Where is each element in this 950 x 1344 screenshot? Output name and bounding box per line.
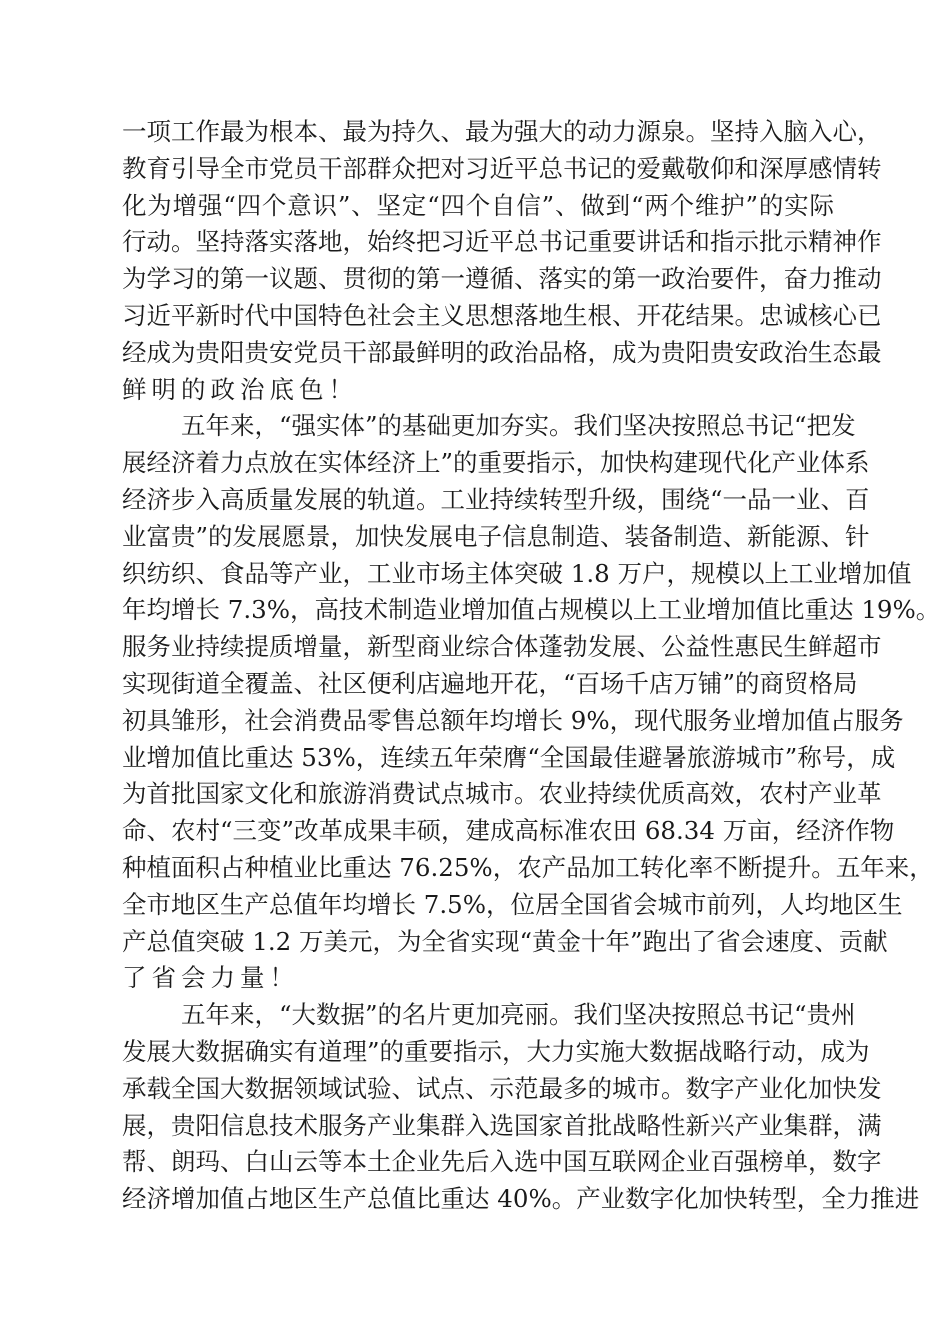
- text-line: 实现街道全覆盖、社区便利店遍地开花，“百场千店万铺”的商贸格局: [122, 668, 858, 698]
- text-line: 经济步入高质量发展的轨道。工业持续转型升级，围绕“一品一业、百: [122, 484, 870, 514]
- text-line: 业增加值比重达 53%，连续五年荣膺“全国最佳避暑旅游城市”称号，成: [122, 742, 896, 772]
- text-line: 年均增长 7.3%，高技术制造业增加值占规模以上工业增加值比重达 19%。: [122, 595, 941, 625]
- text-line: 为学习的第一议题、贯彻的第一遵循、落实的第一政治要件，奋力推动: [122, 264, 882, 294]
- text-line: 教育引导全市党员干部群众把对习近平总书记的爱戴敬仰和深厚感情转: [122, 153, 882, 183]
- text-line: 初具雏形，社会消费品零售总额年均增长 9%，现代服务业增加值占服务: [122, 705, 904, 735]
- text-line: 种植面积占种植业比重达 76.25%，农产品加工转化率不断提升。五年来，: [122, 852, 934, 882]
- text-line: 织纺织、食品等产业，工业市场主体突破 1.8 万户，规模以上工业增加值: [122, 558, 912, 588]
- text-line: 发展大数据确实有道理”的重要指示，大力实施大数据战略行动，成为: [122, 1036, 870, 1066]
- text-line: 五年来，“大数据”的名片更加亮丽。我们坚决按照总书记“贵州: [181, 1000, 856, 1030]
- text-line: 习近平新时代中国特色社会主义思想落地生根、开花结果。忠诚核心已: [122, 300, 882, 330]
- text-line: 业富贵”的发展愿景，加快发展电子信息制造、装备制造、新能源、针: [122, 521, 870, 551]
- text-line: 命、农村“三变”改革成果丰硕，建成高标准农田 68.34 万亩，经济作物: [122, 816, 895, 846]
- paragraph-loyalty: [122, 114, 882, 408]
- text-line: 产总值突破 1.2 万美元，为全省实现“黄金十年”跑出了省会速度、贡献: [122, 926, 888, 956]
- document-page: [122, 114, 941, 1218]
- text-line: 一项工作最为根本、最为持久、最为强大的动力源泉。坚持入脑入心，: [122, 117, 882, 146]
- text-line: 展，贵阳信息技术服务产业集群入选国家首批战略性新兴产业集群，满: [122, 1110, 882, 1140]
- paragraph-real-economy: [122, 408, 941, 997]
- text-line: 帮、朗玛、白山云等本土企业先后入选中国互联网企业百强榜单，数字: [122, 1147, 882, 1177]
- text-line: 承载全国大数据领域试验、试点、示范最多的城市。数字产业化加快发: [122, 1073, 882, 1103]
- text-line: 经济增加值占地区生产总值比重达 40%。产业数字化加快转型，全力推进: [122, 1184, 920, 1214]
- text-line: 化为增强“四个意识”、坚定“四个自信”、做到“两个维护”的实际: [122, 190, 834, 220]
- text-line: 鲜明的政治底色！: [122, 374, 358, 404]
- text-line: 行动。坚持落实落地，始终把习近平总书记重要讲话和指示批示精神作: [122, 227, 882, 257]
- text-line: 五年来，“强实体”的基础更加夯实。我们坚决按照总书记“把发: [181, 411, 856, 441]
- text-line: 展经济着力点放在实体经济上”的重要指示，加快构建现代化产业体系: [122, 448, 870, 478]
- text-line: 经成为贵阳贵安党员干部最鲜明的政治品格，成为贵阳贵安政治生态最: [122, 337, 882, 367]
- text-line: 为首批国家文化和旅游消费试点城市。农业持续优质高效，农村产业革: [122, 779, 882, 809]
- text-line: 全市地区生产总值年均增长 7.5%，位居全国省会城市前列，人均地区生: [122, 889, 903, 919]
- text-line: 了省会力量！: [122, 963, 299, 993]
- paragraph-big-data: [122, 997, 920, 1218]
- text-line: 服务业持续提质增量，新型商业综合体蓬勃发展、公益性惠民生鲜超市: [122, 632, 882, 662]
